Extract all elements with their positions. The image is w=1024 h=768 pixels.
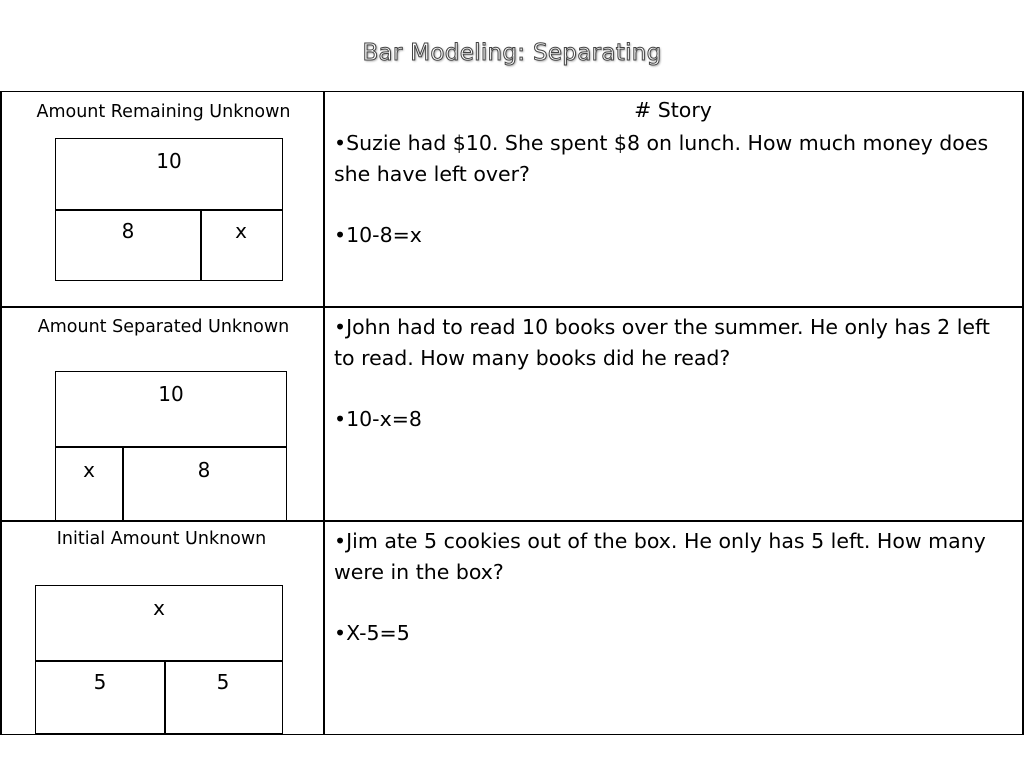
bar-separator [36,660,282,662]
story-text: •Jim ate 5 cookies out of the box. He only has 5 left. How many were in the box? [334,529,986,584]
row-label: Amount Separated Unknown [37,317,290,337]
bar-separator [56,209,282,211]
bar-part-value: x [83,458,95,482]
table-column-divider [323,91,325,735]
bar-part-value: x [235,219,247,243]
story-text: •John had to read 10 books over the summer. He only has 2 left to read. How many books did he read? [334,315,990,370]
story-cell [334,526,1014,649]
bar-part-value: 8 [197,458,211,482]
table-left-border [0,91,2,735]
bar-whole-value: x [153,596,165,620]
story-cell [334,128,1014,251]
story-equation: •10-8=x [334,223,422,247]
row-label: Amount Remaining Unknown [36,102,291,122]
story-cell [334,312,1014,435]
bar-whole-value: 10 [156,149,182,173]
story-text: •Suzie had $10. She spent $8 on lunch. How much money does she have left over? [334,131,989,186]
bar-separator [56,446,286,448]
bar-model [55,371,287,522]
table-right-border [1022,91,1024,735]
row-label: Initial Amount Unknown [56,529,267,549]
bar-model [35,585,283,734]
bar-model [55,138,283,281]
table-row-divider [0,306,1024,308]
story-equation: •X-5=5 [334,621,410,645]
bar-part-value: 5 [93,670,107,694]
bar-part-value: 5 [216,670,230,694]
bar-part-value: 8 [121,219,135,243]
slide-title: Bar Modeling: Separating [362,40,662,66]
bar-whole-value: 10 [158,382,184,406]
story-equation: •10-x=8 [334,407,422,431]
story-column-heading: # Story [634,98,712,122]
